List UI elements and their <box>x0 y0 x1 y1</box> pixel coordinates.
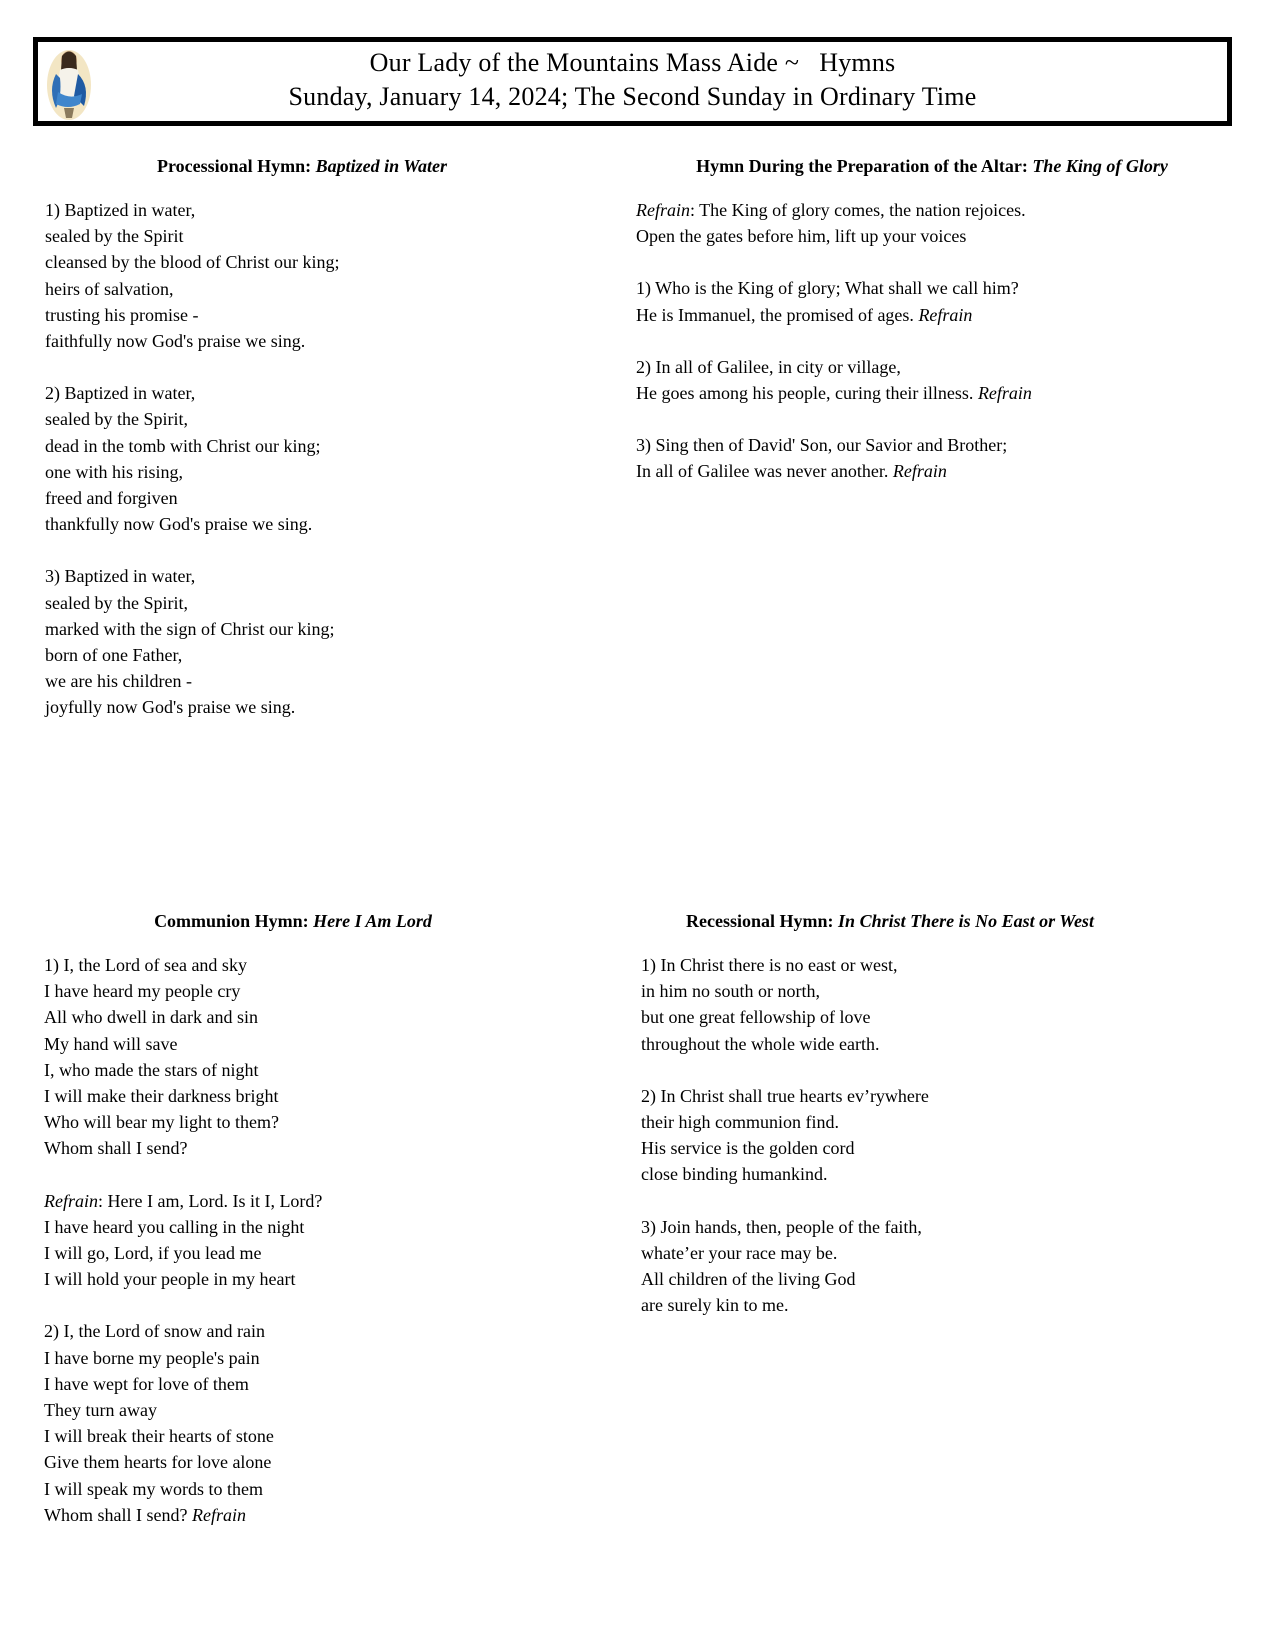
hymn-label: Recessional Hymn: <box>686 911 839 931</box>
lyric-line: I will speak my words to them <box>44 1478 263 1499</box>
lyric-line <box>44 1188 594 1214</box>
refrain-text: : Here I am, Lord. Is it I, Lord? <box>98 1190 323 1211</box>
verse <box>44 1318 594 1528</box>
refrain-text: : The King of glory comes, the nation rejoices. <box>690 200 1026 220</box>
lyric-text: In all of Galilee was never another. <box>636 461 893 482</box>
refrain <box>44 1188 594 1293</box>
refrain-label: Refrain <box>636 200 690 220</box>
verse <box>641 1214 1201 1319</box>
lyric-line: are surely kin to me. <box>641 1295 789 1316</box>
lyric-line: sealed by the Spirit <box>45 226 184 247</box>
refrain-marker: Refrain <box>892 461 947 482</box>
preparation-hymn <box>636 156 1236 511</box>
hymn-title <box>0 911 594 932</box>
lyric-line: trusting his promise - <box>45 304 199 325</box>
lyric-line: Who will bear my light to them? <box>44 1112 279 1133</box>
lyric-line: heirs of salvation, <box>45 278 174 299</box>
lyric-line: 3) Baptized in water, <box>45 566 196 587</box>
header-box <box>33 37 1232 126</box>
lyric-line: cleansed by the blood of Christ our king; <box>45 252 340 273</box>
lyric-line: one with his rising, <box>45 461 183 482</box>
lyric-line: All who dwell in dark and sin <box>44 1007 258 1028</box>
lyric-line: but one great fellowship of love <box>641 1007 871 1028</box>
lyric-line: 1) In Christ there is no east or west, <box>641 955 898 975</box>
lyric-line <box>44 1502 594 1528</box>
hymn-title <box>9 156 595 177</box>
lyric-line: their high communion find. <box>641 1112 839 1133</box>
lyric-line: thankfully now God's praise we sing. <box>45 514 313 535</box>
lyric-line: 2) In all of Galilee, in city or village, <box>636 356 901 377</box>
lyric-line: Whom shall I send? <box>44 1138 188 1159</box>
refrain-label: Refrain <box>44 1190 98 1211</box>
hymn-label: Communion Hymn: <box>154 911 314 931</box>
lyric-text: He goes among his people, curing their illness. <box>636 383 978 404</box>
verse <box>45 563 595 720</box>
hymn-name: Baptized in Water <box>315 156 448 176</box>
hymn-title <box>579 911 1201 932</box>
lyric-line: in him no south or north, <box>641 981 820 1002</box>
lyric-line <box>636 380 1236 406</box>
lyric-line: joyfully now God's praise we sing. <box>45 697 296 718</box>
hymn-label: Processional Hymn: <box>156 156 316 176</box>
refrain-marker: Refrain <box>191 1504 246 1525</box>
lyric-line: close binding humankind. <box>641 1164 828 1185</box>
lyric-line: 3) Join hands, then, people of the faith, <box>641 1216 922 1237</box>
verse <box>45 380 595 537</box>
lyric-line: 2) In Christ shall true hearts ev’rywhere <box>641 1085 929 1106</box>
lyric-line: dead in the tomb with Christ our king; <box>45 435 321 456</box>
verse <box>641 1083 1201 1188</box>
lyric-line: I will break their hearts of stone <box>44 1426 274 1447</box>
lyric-line: 3) Sing then of David' Son, our Savior and Brother; <box>636 435 1008 456</box>
refrain-marker: Refrain <box>977 383 1032 404</box>
communion-hymn <box>44 911 594 1554</box>
lyric-line: 1) Who is the King of glory; What shall we call him? <box>636 278 1019 299</box>
verse <box>44 952 594 1162</box>
processional-hymn <box>45 156 595 747</box>
lyric-line: His service is the golden cord <box>641 1138 855 1159</box>
lyric-text: Whom shall I send? <box>44 1504 192 1525</box>
header-date: Sunday, January 14, 2024; The Second Sunday in Ordinary Time <box>288 82 977 111</box>
lyric-text: He is Immanuel, the promised of ages. <box>636 304 919 325</box>
lyric-line: I will make their darkness bright <box>44 1086 279 1107</box>
lyric-line: born of one Father, <box>45 645 183 666</box>
lyric-line: They turn away <box>44 1400 157 1421</box>
hymn-name: The King of Glory <box>1032 156 1168 176</box>
lyric-line: 2) Baptized in water, <box>45 383 196 404</box>
lyric-line: 1) I, the Lord of sea and sky <box>44 955 247 975</box>
lyric-line: My hand will save <box>44 1033 178 1054</box>
lyric-line <box>636 458 1236 484</box>
verse <box>636 275 1236 327</box>
verse <box>636 432 1236 484</box>
lyric-line: I have heard you calling in the night <box>44 1216 305 1237</box>
lyric-line: I have wept for love of them <box>44 1373 249 1394</box>
lyric-line: sealed by the Spirit, <box>45 592 188 613</box>
lyric-line: I, who made the stars of night <box>44 1059 259 1080</box>
lyric-line: throughout the whole wide earth. <box>641 1033 880 1054</box>
hymn-name: In Christ There is No East or West <box>838 911 1094 931</box>
hymn-title <box>628 156 1236 177</box>
lyric-line <box>636 302 1236 328</box>
refrain-marker: Refrain <box>918 304 973 325</box>
lyric-line: Give them hearts for love alone <box>44 1452 272 1473</box>
lyric-line: marked with the sign of Christ our king; <box>45 618 335 639</box>
lyric-line: sealed by the Spirit, <box>45 409 188 430</box>
hymn-name: Here I Am Lord <box>313 911 432 931</box>
lyric-line: I have heard my people cry <box>44 981 241 1002</box>
header-title: Our Lady of the Mountains Mass Aide ~ Hymns <box>369 48 896 77</box>
recessional-hymn <box>641 911 1201 1344</box>
verse <box>636 354 1236 406</box>
lyric-line <box>636 197 1236 223</box>
verse <box>45 197 595 354</box>
lyric-line: I have borne my people's pain <box>44 1347 260 1368</box>
lyric-line: I will hold your people in my heart <box>44 1269 296 1290</box>
refrain <box>636 197 1236 249</box>
lyric-line: 1) Baptized in water, <box>45 200 196 220</box>
lyric-line: whate’er your race may be. <box>641 1242 838 1263</box>
hymn-label: Hymn During the Preparation of the Altar: <box>696 156 1033 176</box>
lyric-line: 2) I, the Lord of snow and rain <box>44 1321 265 1342</box>
lyric-line: faithfully now God's praise we sing. <box>45 331 306 352</box>
lyric-line: Open the gates before him, lift up your voices <box>636 226 967 247</box>
lyric-line: we are his children - <box>45 671 192 692</box>
lyric-line: I will go, Lord, if you lead me <box>44 1243 262 1264</box>
lyric-line: All children of the living God <box>641 1269 856 1290</box>
verse <box>641 952 1201 1057</box>
lyric-line: freed and forgiven <box>45 488 178 509</box>
